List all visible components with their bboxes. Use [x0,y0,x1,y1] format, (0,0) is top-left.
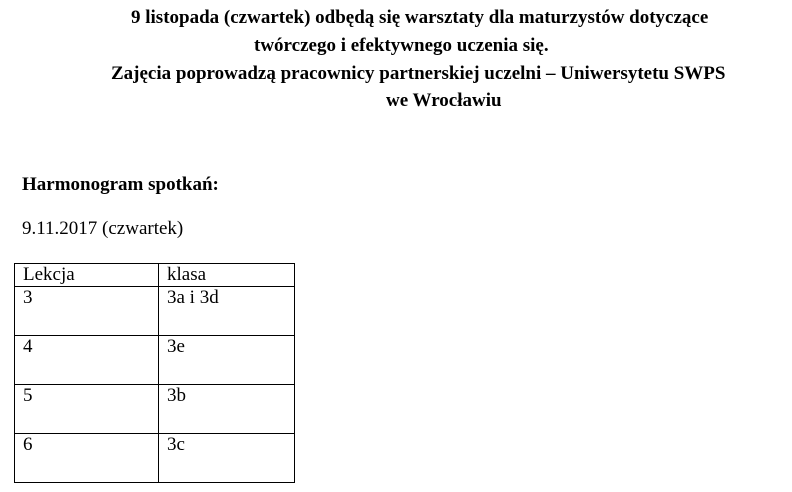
class-cell: 3c [159,434,295,483]
table-row [15,336,295,385]
table-row [15,287,295,336]
class-cell: 3e [159,336,295,385]
lesson-cell: 3 [15,287,159,336]
lesson-cell: 6 [15,434,159,483]
column-header-class: klasa [159,264,295,287]
table-row [15,385,295,434]
table-header-row [15,264,295,287]
class-cell: 3a i 3d [159,287,295,336]
schedule-title: Harmonogram spotkań: [22,174,219,195]
announcement-line-1: 9 listopada (czwartek) odbędą się warsztaty dla maturzystów dotyczące [131,7,709,28]
announcement-line-3: Zajęcia poprowadzą pracownicy partnerskiej uczelni – Uniwersytetu SWPS [111,63,726,84]
class-cell: 3b [159,385,295,434]
schedule-date: 9.11.2017 (czwartek) [22,218,184,239]
lesson-cell: 5 [15,385,159,434]
table-row [15,434,295,483]
schedule-table [14,263,295,483]
lesson-cell: 4 [15,336,159,385]
announcement-line-4: we Wrocławiu [386,90,502,111]
column-header-lesson: Lekcja [15,264,159,287]
announcement-line-2: twórczego i efektywnego uczenia się. [254,35,549,56]
